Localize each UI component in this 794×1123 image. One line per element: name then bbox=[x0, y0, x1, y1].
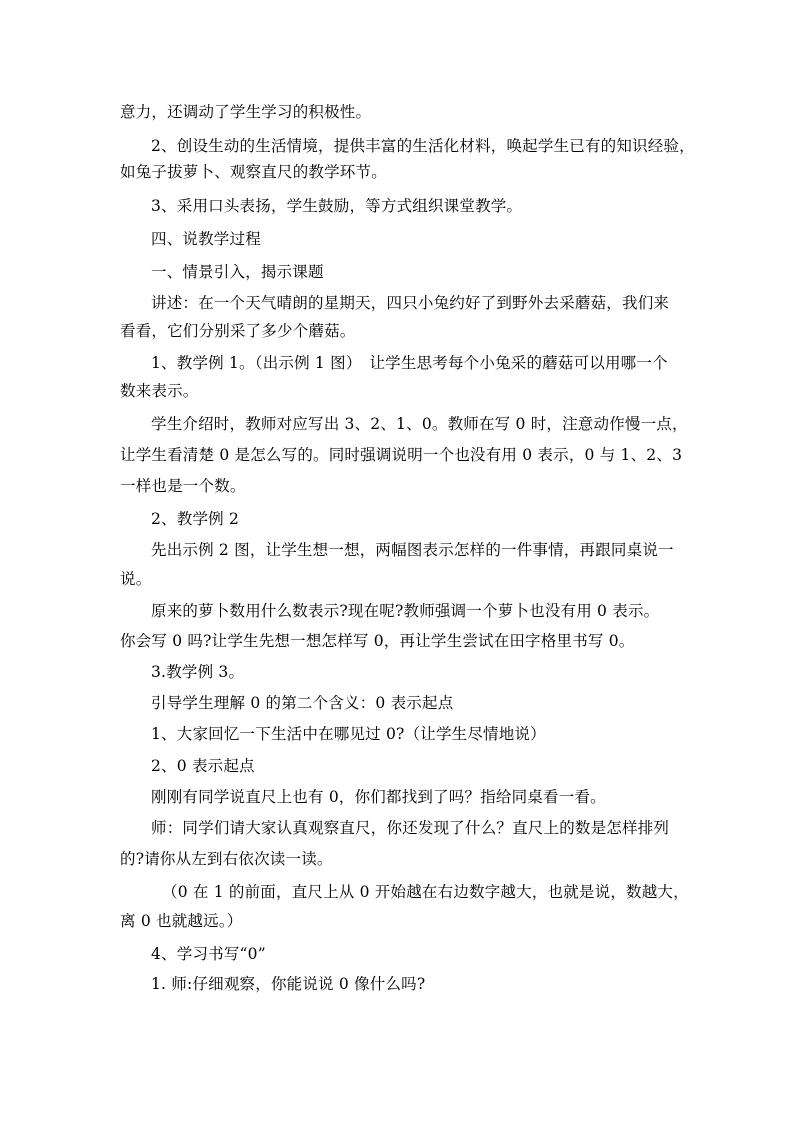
text-line: 引导学生理解 0 的第二个含义：0 表示起点 bbox=[151, 694, 454, 712]
text-line: 意力，还调动了学生学习的积极性。 bbox=[120, 103, 372, 121]
text-line: 2、教学例 2 bbox=[151, 510, 240, 528]
text-line: 2、0 表示起点 bbox=[151, 757, 255, 775]
text-line: 先出示例 2 图，让学生想一想，两幅图表示怎样的一件事情，再跟同桌说一 bbox=[151, 541, 674, 559]
text-line: 师：同学们请大家认真观察直尺，你还发现了什么？直尺上的数是怎样排列 bbox=[151, 819, 670, 837]
text-line: 1. 师:仔细观察，你能说说 0 像什么吗? bbox=[151, 975, 426, 993]
text-line: 讲述：在一个天气晴朗的星期天，四只小兔约好了到野外去采蘑菇，我们来 bbox=[151, 294, 670, 312]
text-line: （0 在 1 的前面，直尺上从 0 开始越在右边数字越大，也就是说，数越大， bbox=[162, 883, 689, 901]
text-line: 离 0 也就越远。） bbox=[120, 912, 243, 930]
text-line: 3、采用口头表扬，学生鼓励，等方式组织课堂教学。 bbox=[151, 197, 523, 215]
text-line: 说。 bbox=[120, 570, 152, 588]
text-line: 如兔子拔萝卜、观察直尺的教学环节。 bbox=[120, 163, 387, 181]
text-line: 学生介绍时，教师对应写出 3、2、1、0。教师在写 0 时，注意动作慢一点， bbox=[151, 415, 688, 433]
text-line: 数来表示。 bbox=[120, 382, 199, 400]
section-heading: 四、说教学过程 bbox=[151, 230, 261, 248]
subsection-heading: 一、情景引入，揭示课题 bbox=[151, 263, 324, 281]
text-line: 2、创设生动的生活情境，提供丰富的生活化材料，唤起学生已有的知识经验， bbox=[151, 137, 695, 155]
text-line: 1、大家回忆一下生活中在哪见过 0?（让学生尽情地说） bbox=[151, 725, 546, 743]
text-line: 看看，它们分别采了多少个蘑菇。 bbox=[120, 322, 356, 340]
text-line: 原来的萝卜数用什么数表示?现在呢?教师强调一个萝卜也没有用 0 表示。 bbox=[151, 602, 660, 620]
text-line: 你会写 0 吗?让学生先想一想怎样写 0，再让学生尝试在田字格里书写 0。 bbox=[120, 632, 635, 650]
text-line: 的?请你从左到右依次读一读。 bbox=[120, 850, 333, 868]
text-line: 一样也是一个数。 bbox=[120, 477, 246, 495]
text-line: 3.教学例 3。 bbox=[151, 663, 245, 681]
text-line: 刚刚有同学说直尺上也有 0，你们都找到了吗？指给同桌看一看。 bbox=[151, 788, 606, 806]
text-line: 让学生看清楚 0 是怎么写的。同时强调说明一个也没有用 0 表示，0 与 1、2、3 bbox=[120, 446, 683, 464]
text-line: 1、教学例 1。（出示例 1 图） 让学生思考每个小兔采的蘑菇可以用哪一个 bbox=[151, 354, 668, 372]
text-line: 4、学习书写“0” bbox=[151, 945, 266, 963]
